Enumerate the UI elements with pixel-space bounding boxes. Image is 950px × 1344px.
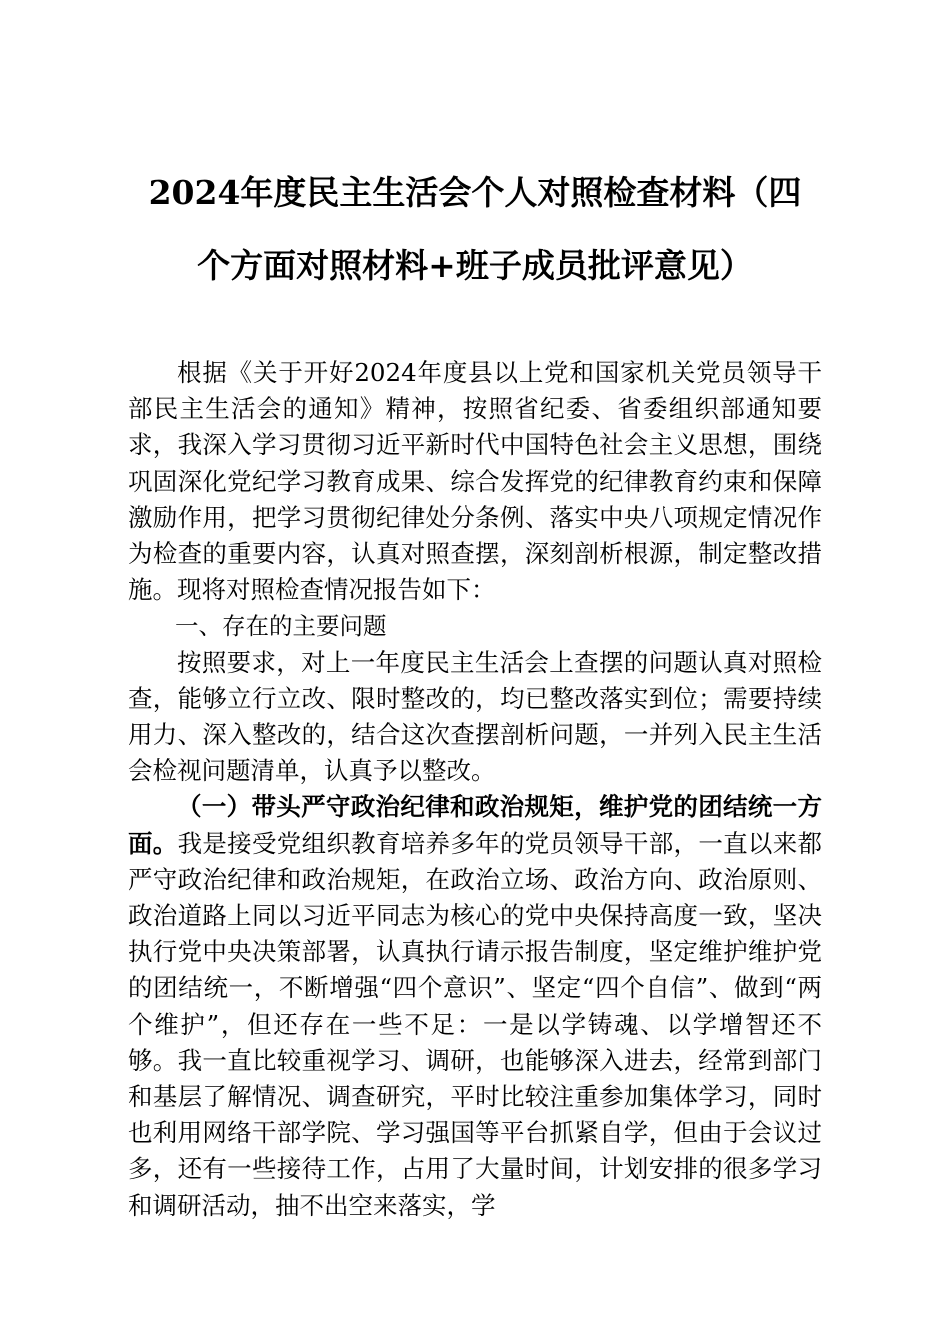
document-body	[128, 355, 822, 1224]
document-title-line-2: 个方面对照材料+班子成员批评意见）	[197, 246, 753, 285]
subsection-paragraph-political-discipline	[128, 789, 822, 1223]
section-heading-existing-problems: 一、存在的主要问题	[175, 612, 387, 641]
intro-paragraph: 根据《关于开好2024年度县以上党和国家机关党员领导干部民主生活会的通知》精神，按照省纪委、省委组织部通知要求，我深入学习贯彻习近平新时代中国特色社会主义思想，围绕巩固深化党纪学习教育成果、综合发挥党的纪律教育约束和保障激励作用，把学习贯彻纪律处分条例、落实中央八项规定情况作为检查的重要内容，认真对照查摆，深刻剖析根源，制定整改措施。现将对照检查情况报告如下：	[128, 358, 822, 605]
subsection-heading-political-discipline: （一）带头严守政治纪律和政治规矩，维护党的团结统一方面。	[128, 792, 822, 858]
document-title-line-1: 2024年度民主生活会个人对照检查材料（四	[148, 173, 802, 212]
political-discipline-text: 我是接受党组织教育培养多年的党员领导干部，一直以来都严守政治纪律和政治规矩，在政治立场、政治方向、政治原则、政治道路上同以习近平同志为核心的党中央保持高度一致，坚决执行党中央决策部署，认真执行请示报告制度，坚定维护维护党的团结统一，不断增强“四个意识”、坚定“四个自信”、做到“两个维护”，但还存在一些不足：一是以学铸魂、以学增智还不够。我一直比较重视学习、调研，也能够深入进去，经常到部门和基层了解情况、调查研究，平时比较注重参加集体学习，同时也利用网络干部学院、学习强国等平台抓紧自学，但由于会议过多，还有一些接待工作，占用了大量时间，计划安排的很多学习和调研活动，抽不出空来落实，学	[128, 828, 822, 1220]
rectification-paragraph: 按照要求，对上一年度民主生活会上查摆的问题认真对照检查，能够立行立改、限时整改的，均已整改落实到位；需要持续用力、深入整改的，结合这次查摆剖析问题，一并列入民主生活会检视问题清单，认真予以整改。	[128, 647, 822, 786]
